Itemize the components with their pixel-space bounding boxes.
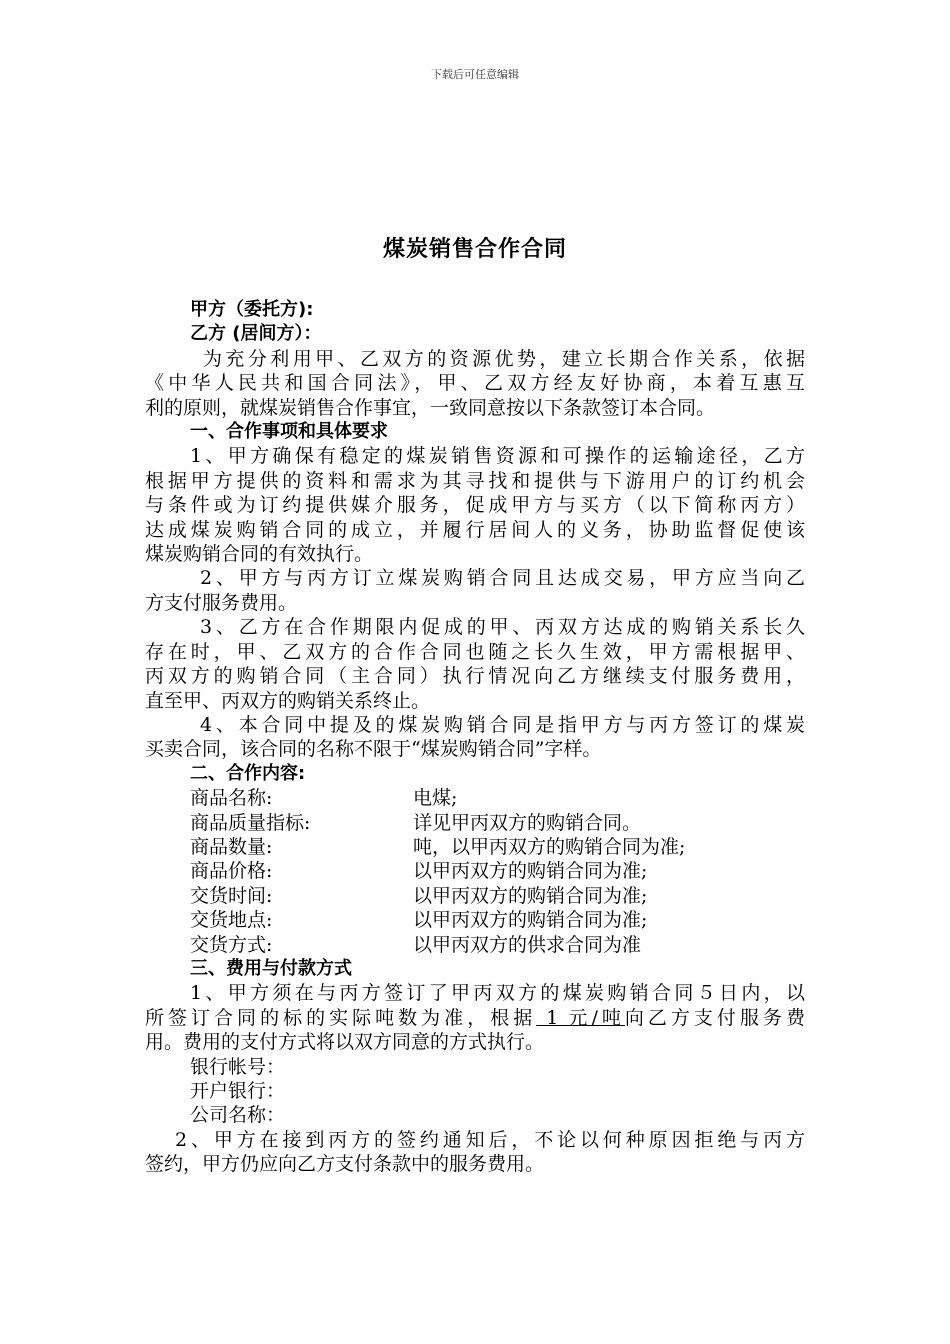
- field-label: 商品质量指标:: [190, 811, 311, 834]
- field-value: 电煤;: [413, 787, 458, 810]
- header-note: 下载后可任意编辑: [431, 68, 519, 81]
- s3-item1-line: 用。费用的支付方式将以双方同意的方式执行。: [145, 1031, 545, 1054]
- s3-item1-line: [145, 1006, 805, 1030]
- section1-heading: 一、合作事项和具体要求: [190, 421, 388, 443]
- field-row: [145, 811, 805, 835]
- field-row: [145, 859, 805, 883]
- s1-item2-line: 2、甲方与丙方订立煤炭购销合同且达成交易，甲方应当向乙: [200, 567, 805, 590]
- field-value: 以甲丙双方的购销合同为准;: [413, 884, 648, 907]
- field-row: [145, 835, 805, 859]
- s1-item3-line: 直至甲、丙双方的购销关系终止。: [145, 689, 431, 712]
- s1-item1-line: 与条件或为订约提供媒介服务，促成甲方与买方（以下简称丙方）: [145, 494, 805, 517]
- field-row: [145, 884, 805, 908]
- field-value: 以甲丙双方的购销合同为准;: [413, 860, 648, 883]
- s1-item3-line: 3、乙方在合作期限内促成的甲、丙双方达成的购销关系长久: [200, 616, 805, 639]
- field-label: 商品价格:: [190, 860, 273, 883]
- field-label: 商品名称:: [190, 787, 273, 810]
- party-b-label: 乙方 (居间方）：: [190, 323, 322, 345]
- s3-item1-text: 向乙方支付服务费: [624, 1006, 805, 1029]
- field-label: 交货时间:: [190, 884, 273, 907]
- field-value: 以甲丙双方的购销合同为准;: [413, 909, 648, 932]
- field-value: 吨，以甲丙双方的购销合同为准;: [413, 835, 686, 858]
- bank-name-label: 开户银行：: [190, 1080, 286, 1102]
- party-a-label: 甲方（委托方):: [190, 299, 314, 320]
- field-row: [145, 908, 805, 932]
- s3-item1-line: 1、甲方须在与丙方签订了甲丙双方的煤炭购销合同５日内，以: [190, 982, 805, 1005]
- field-value: 以甲丙双方的供求合同为准: [413, 933, 642, 956]
- intro-line-1: 为充分利用甲、乙双方的资源优势，建立长期合作关系，依据: [203, 347, 805, 370]
- s1-item3-line: 丙双方的购销合同（主合同）执行情况向乙方继续支付服务费用，: [145, 665, 805, 688]
- s1-item4-line: 4、本合同中提及的煤炭购销合同是指甲方与丙方签订的煤炭: [200, 713, 805, 736]
- company-name-label: 公司名称：: [190, 1104, 286, 1127]
- field-row: [145, 786, 805, 810]
- bank-account-label: 银行帐号：: [190, 1055, 286, 1078]
- document-body: [145, 298, 805, 1177]
- fee-rate: 1 元/吨: [536, 1006, 625, 1029]
- s1-item4-line: 买卖合同，该合同的名称不限于“煤炭购销合同”字样。: [145, 738, 602, 761]
- field-label: 交货方式:: [190, 933, 273, 956]
- s1-item1-line: 1、甲方确保有稳定的煤炭销售资源和可操作的运输途径，乙方: [190, 445, 805, 468]
- intro-line-3: 利的原则，就煤炭销售合作事宜，一致同意按以下条款签订本合同。: [145, 396, 716, 419]
- s3-item1-text: 所签订合同的标的实际吨数为准，根据: [145, 1006, 537, 1029]
- s1-item1-line: 煤炭购销合同的有效执行。: [145, 543, 374, 566]
- document-title: 煤炭销售合作合同: [382, 237, 567, 262]
- s1-item1-line: 达成煤炭购销合同的成立，并履行居间人的义务，协助监督促使该: [145, 518, 805, 541]
- s3-item2-line: 2、甲方在接到丙方的签约通知后，不论以何种原因拒绝与丙方: [175, 1128, 805, 1151]
- s1-item2-line: 方支付服务费用。: [145, 591, 298, 614]
- field-row: [145, 933, 805, 957]
- field-label: 商品数量:: [190, 835, 273, 858]
- field-label: 交货地点:: [190, 909, 273, 932]
- section3-heading: 三、费用与付款方式: [190, 957, 352, 979]
- field-value: 详见甲丙双方的购销合同。: [413, 811, 642, 834]
- intro-line-2: 《中华人民共和国合同法》，甲、乙双方经友好协商，本着互惠互: [145, 372, 805, 395]
- s3-item2-line: 签约，甲方仍应向乙方支付条款中的服务费用。: [145, 1153, 545, 1176]
- s1-item1-line: 根据甲方提供的资料和需求为其寻找和提供与下游用户的订约机会: [145, 469, 805, 492]
- s1-item3-line: 存在时，甲、乙双方的合作合同也随之长久生效，甲方需根据甲、: [145, 640, 805, 663]
- section2-heading: 二、合作内容:: [190, 762, 306, 784]
